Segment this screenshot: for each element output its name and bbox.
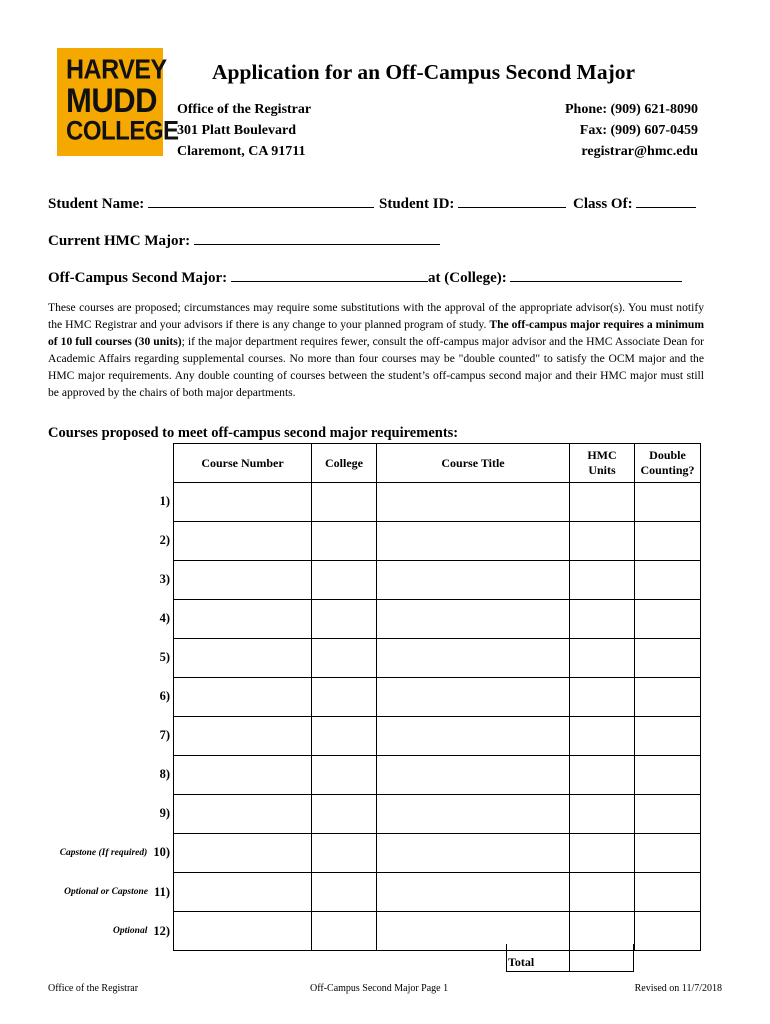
- header-hmc-units: HMC Units: [570, 444, 635, 483]
- header-course-number: Course Number: [174, 444, 312, 483]
- header-college: College: [312, 444, 377, 483]
- double-counting-cell[interactable]: [635, 561, 701, 600]
- double-counting-cell[interactable]: [635, 834, 701, 873]
- college-cell[interactable]: [312, 834, 377, 873]
- row-label: [160, 678, 172, 716]
- college-cell[interactable]: [312, 522, 377, 561]
- course-title-cell[interactable]: [377, 522, 570, 561]
- logo-line-harvey: HARVEY: [66, 54, 167, 86]
- college-cell[interactable]: [312, 678, 377, 717]
- table-row: [174, 678, 701, 717]
- table-row: [174, 834, 701, 873]
- units-cell[interactable]: [570, 639, 635, 678]
- instructions-text-2: ; if the major department requires fewer, consult the off-campus major advisor and the HMC Associate Dean for Academic Affairs regarding supplemental courses. No more than four courses may be "double counted" to satisfy the OCM major and the HMC major requirements. Any double counting of courses between the student’s off-campus second major and their HMC major must still be approved by the chairs of both major departments.: [48, 335, 704, 399]
- row-label: [160, 521, 172, 559]
- header-double-counting: Double Counting?: [635, 444, 701, 483]
- row-note: Optional or Capstone: [64, 887, 149, 897]
- logo-line-college: COLLEGE: [66, 116, 179, 147]
- row-number: 1): [159, 493, 170, 508]
- double-counting-cell[interactable]: [635, 522, 701, 561]
- footer-office: Office of the Registrar: [48, 983, 139, 994]
- row-label: [160, 560, 172, 598]
- double-counting-cell[interactable]: [635, 639, 701, 678]
- current-major-label: Current HMC Major:: [48, 233, 191, 249]
- courses-table: [173, 443, 701, 951]
- row-number: 12): [153, 923, 170, 938]
- row-label: [64, 873, 172, 911]
- page-title: Application for an Off-Campus Second Major: [212, 60, 636, 84]
- class-of-input[interactable]: [636, 193, 696, 208]
- college-cell[interactable]: [312, 639, 377, 678]
- double-counting-cell[interactable]: [635, 678, 701, 717]
- row-note: Capstone (If required): [59, 847, 148, 858]
- double-counting-cell[interactable]: [635, 912, 701, 951]
- course-number-cell[interactable]: [174, 912, 312, 951]
- row-number: 10): [153, 845, 170, 860]
- footer-page: Off-Campus Second Major Page 1: [310, 983, 449, 994]
- course-title-cell[interactable]: [377, 873, 570, 912]
- college-cell[interactable]: [312, 912, 377, 951]
- double-counting-cell[interactable]: [635, 483, 701, 522]
- double-counting-cell[interactable]: [635, 717, 701, 756]
- college-logo: [57, 48, 179, 156]
- course-number-cell[interactable]: [174, 522, 312, 561]
- units-cell[interactable]: [570, 522, 635, 561]
- student-id-field: [379, 193, 566, 213]
- course-title-cell[interactable]: [377, 834, 570, 873]
- course-number-cell[interactable]: [174, 639, 312, 678]
- office-address: 301 Platt Boulevard: [177, 123, 296, 138]
- logo-line-mudd: MUDD: [66, 80, 157, 120]
- office-name: Office of the Registrar: [177, 102, 312, 117]
- table-row: [174, 522, 701, 561]
- office-fax: Fax: (909) 607-0459: [579, 123, 698, 138]
- course-title-cell[interactable]: [377, 678, 570, 717]
- student-name-label: Student Name:: [48, 196, 145, 212]
- college-cell[interactable]: [312, 795, 377, 834]
- row-number: 9): [159, 806, 170, 821]
- row-label: [113, 912, 172, 950]
- units-cell[interactable]: [570, 834, 635, 873]
- row-label: [60, 834, 172, 872]
- table-row: [174, 483, 701, 522]
- row-label: [160, 795, 172, 833]
- office-email: registrar@hmc.edu: [581, 144, 698, 159]
- course-number-cell[interactable]: [174, 795, 312, 834]
- row-number: 11): [154, 884, 170, 899]
- total-units-cell[interactable]: [569, 944, 635, 972]
- ocm-major-label: Off-Campus Second Major:: [48, 270, 228, 286]
- table-row: [174, 756, 701, 795]
- college-cell[interactable]: [312, 756, 377, 795]
- ocm-major-field: [48, 267, 428, 287]
- row-label: [160, 756, 172, 794]
- row-number: 7): [159, 728, 170, 743]
- student-id-label: Student ID:: [379, 196, 455, 212]
- footer-revised: Revised on 11/7/2018: [634, 983, 722, 994]
- office-address-block: [177, 99, 311, 162]
- units-cell[interactable]: [570, 600, 635, 639]
- table-row: [174, 561, 701, 600]
- table-row: [174, 639, 701, 678]
- units-cell[interactable]: [570, 795, 635, 834]
- units-cell[interactable]: [570, 756, 635, 795]
- current-major-field: [48, 230, 440, 250]
- units-cell[interactable]: [570, 717, 635, 756]
- office-phone: Phone: (909) 621-8090: [565, 102, 698, 117]
- double-counting-cell[interactable]: [635, 756, 701, 795]
- course-title-cell[interactable]: [377, 600, 570, 639]
- class-of-field: [573, 193, 696, 213]
- units-cell[interactable]: [570, 873, 635, 912]
- table-row: [174, 717, 701, 756]
- row-label: [160, 482, 172, 520]
- student-name-field: [48, 193, 374, 213]
- units-cell[interactable]: [570, 483, 635, 522]
- at-college-label: at (College):: [428, 270, 507, 286]
- course-title-cell[interactable]: [377, 756, 570, 795]
- row-number: 2): [159, 532, 170, 547]
- class-of-label: Class Of:: [573, 196, 633, 212]
- table-row: [174, 795, 701, 834]
- double-counting-cell[interactable]: [635, 873, 701, 912]
- course-number-cell[interactable]: [174, 561, 312, 600]
- student-id-input[interactable]: [458, 193, 566, 208]
- double-counting-cell[interactable]: [635, 600, 701, 639]
- row-label: [160, 638, 172, 676]
- row-label: [160, 599, 172, 637]
- college-cell[interactable]: [312, 717, 377, 756]
- row-number: 4): [159, 610, 170, 625]
- course-number-cell[interactable]: [174, 600, 312, 639]
- office-contact-block: [565, 99, 698, 162]
- course-title-cell[interactable]: [377, 483, 570, 522]
- row-number: 8): [159, 767, 170, 782]
- total-label: Total: [508, 955, 535, 969]
- header-course-title: Course Title: [377, 444, 570, 483]
- table-row: [174, 600, 701, 639]
- table-row: [174, 873, 701, 912]
- course-number-cell[interactable]: [174, 834, 312, 873]
- row-note: Optional: [113, 926, 148, 937]
- college-cell[interactable]: [312, 561, 377, 600]
- course-title-cell[interactable]: [377, 561, 570, 600]
- student-name-input[interactable]: [148, 193, 374, 208]
- course-number-cell[interactable]: [174, 756, 312, 795]
- instructions-paragraph: [48, 299, 704, 401]
- row-number: 3): [159, 571, 170, 586]
- table-header-row: [174, 444, 701, 483]
- course-title-cell[interactable]: [377, 717, 570, 756]
- row-label: [160, 717, 172, 755]
- college-cell[interactable]: [312, 873, 377, 912]
- course-title-cell[interactable]: [377, 639, 570, 678]
- ocm-major-input[interactable]: [231, 267, 428, 282]
- at-college-field: [428, 267, 682, 287]
- at-college-input[interactable]: [510, 267, 682, 282]
- row-number: 5): [159, 649, 170, 664]
- office-city: Claremont, CA 91711: [177, 144, 306, 159]
- current-major-input[interactable]: [194, 230, 440, 245]
- instructions-bold-requirement: The off-campus major requires a minimum of 10 full courses (30 units): [48, 318, 704, 348]
- course-number-cell[interactable]: [174, 717, 312, 756]
- row-number: 6): [159, 689, 170, 703]
- college-cell[interactable]: [312, 483, 377, 522]
- college-cell[interactable]: [312, 600, 377, 639]
- course-title-cell[interactable]: [377, 795, 570, 834]
- course-number-cell[interactable]: [174, 873, 312, 912]
- units-cell[interactable]: [570, 678, 635, 717]
- units-cell[interactable]: [570, 561, 635, 600]
- instructions-text-1: These courses are proposed; circumstances may require some substitutions with the approval of the appropriate advisor(s). You must notify the HMC Registrar and your advisors if there is any change to your planned program of study.: [48, 301, 704, 331]
- course-number-cell[interactable]: [174, 483, 312, 522]
- course-number-cell[interactable]: [174, 678, 312, 717]
- courses-section-title: Courses proposed to meet off-campus second major requirements:: [48, 425, 459, 441]
- double-counting-cell[interactable]: [635, 795, 701, 834]
